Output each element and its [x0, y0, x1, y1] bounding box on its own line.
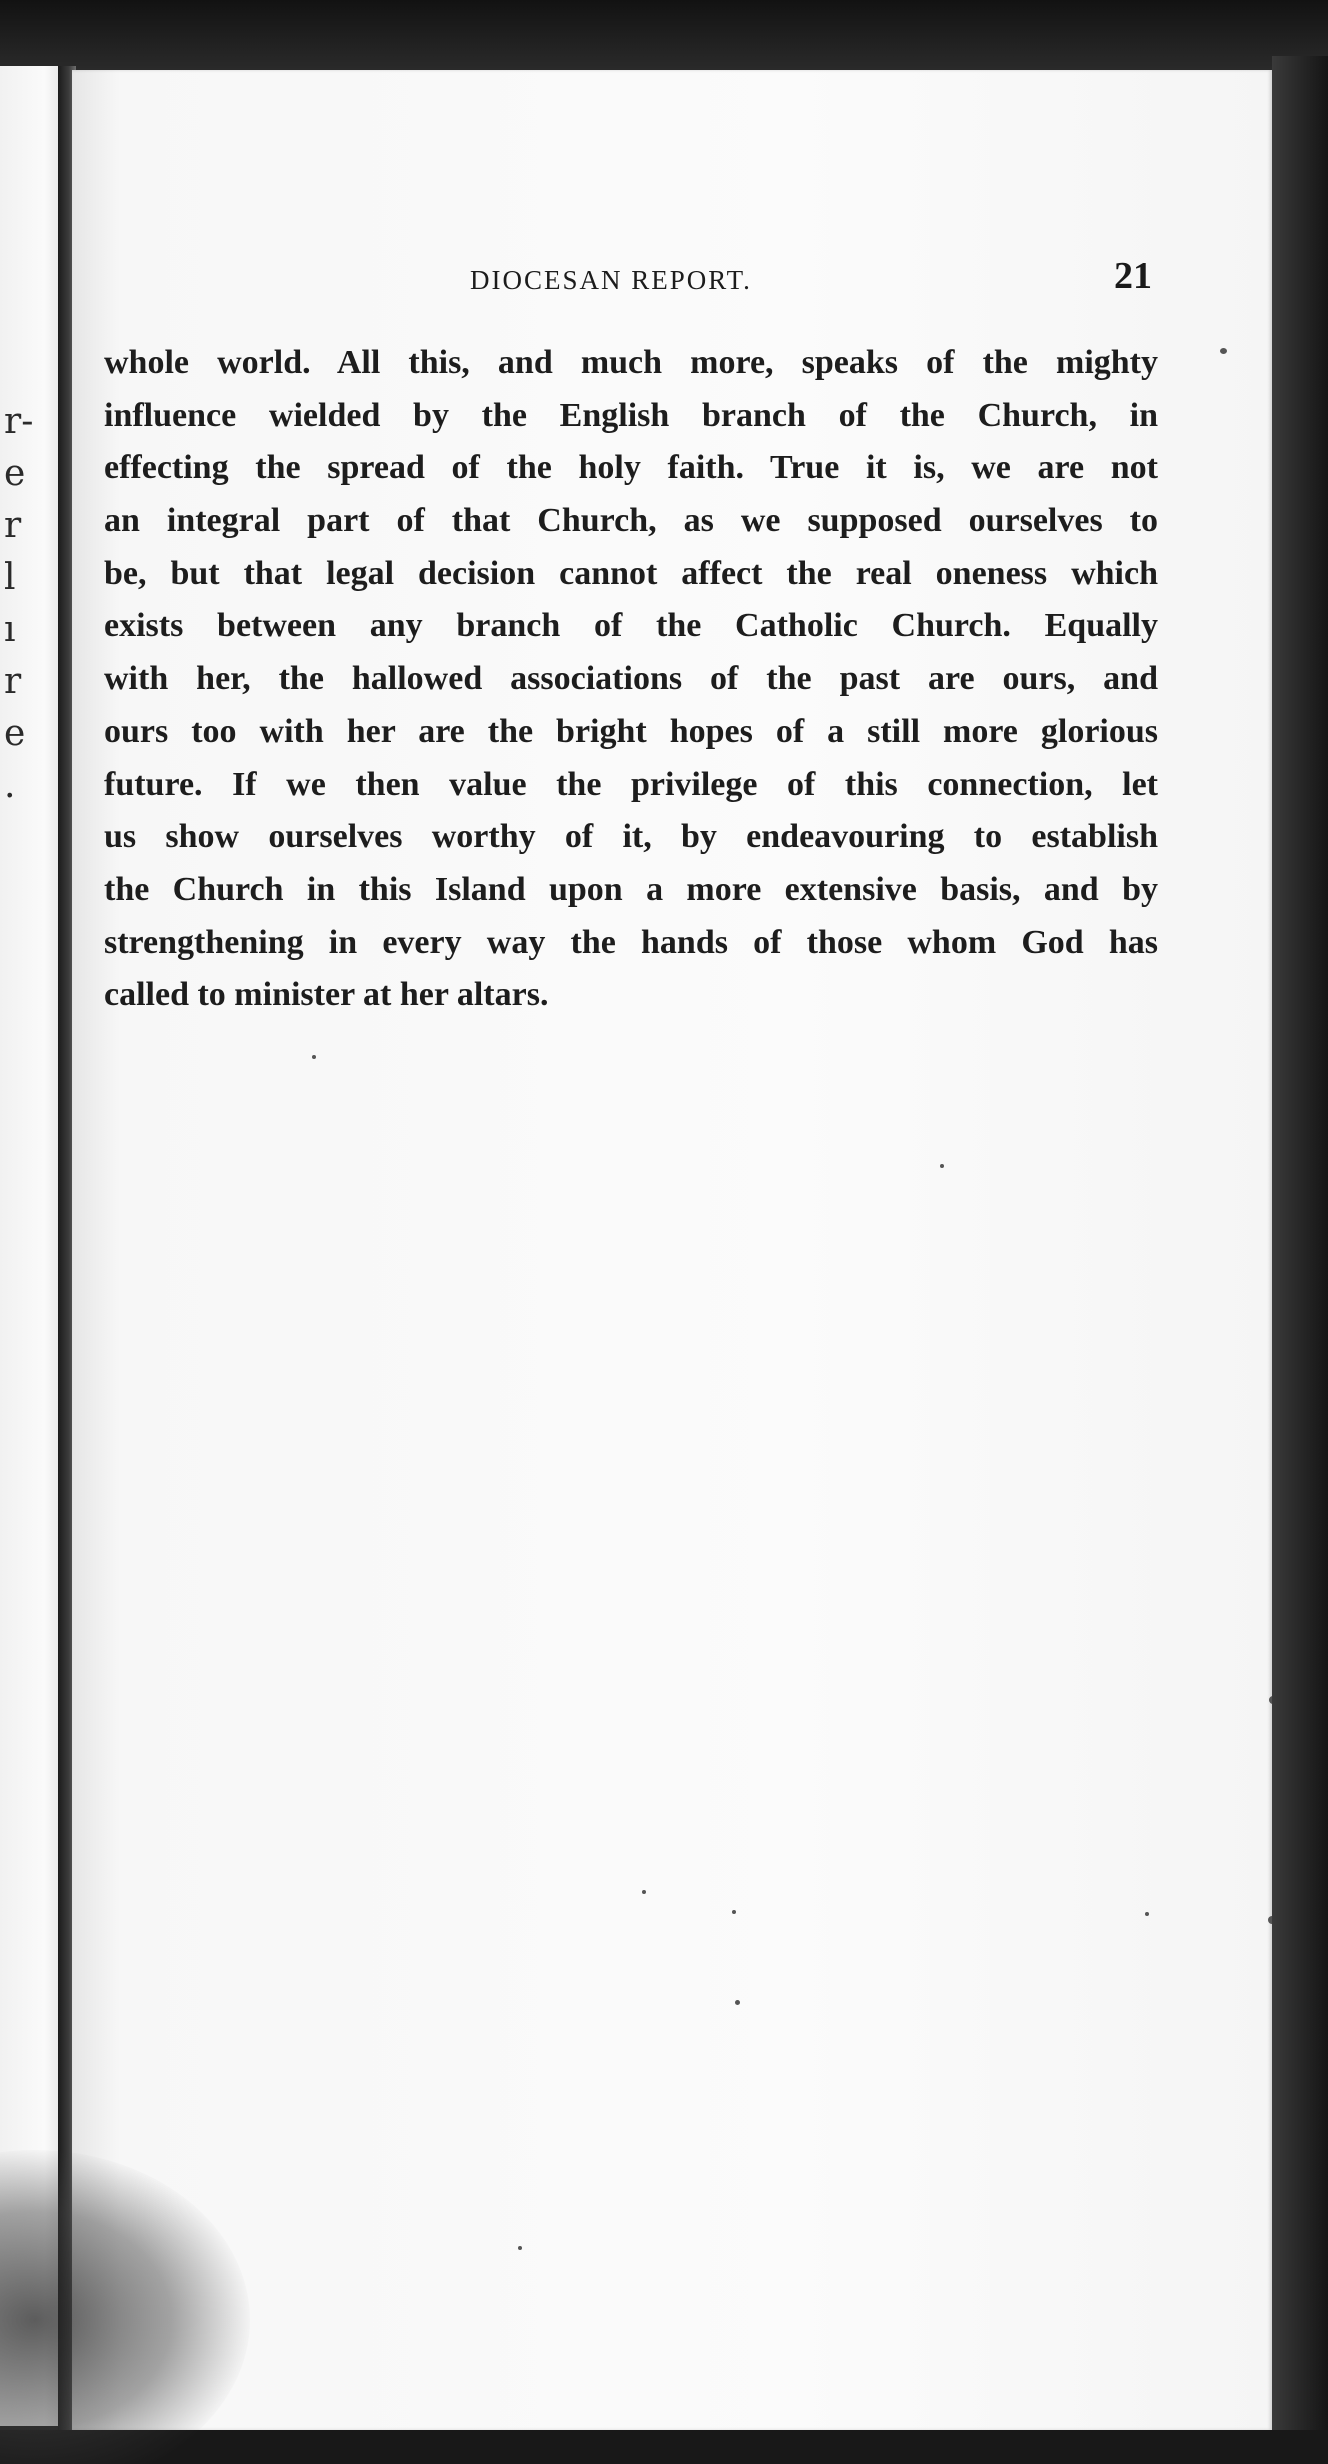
right-border: [1272, 56, 1328, 2464]
fragment: r: [4, 661, 22, 702]
text-line: the Church in this Island upon a more extensive basis, and by: [104, 870, 1158, 908]
text-line: be, but that legal decision cannot affect the real oneness which: [104, 554, 1158, 592]
ink-speck: [735, 2000, 740, 2005]
top-border: [0, 0, 1328, 70]
running-head: DIOCESAN REPORT.: [470, 265, 752, 295]
text-line: influence wielded by the English branch of the Church, in: [104, 396, 1158, 434]
ink-speck: [1145, 1912, 1149, 1916]
fragment: ı: [4, 609, 16, 650]
text-line: effecting the spread of the holy faith. True it is, we are not: [104, 449, 1158, 487]
bottom-border: [0, 2430, 1328, 2464]
text-line: ours too with her are the bright hopes of a still more glorious: [104, 712, 1158, 750]
fragment: e: [4, 453, 26, 494]
fragment: r: [4, 505, 22, 546]
fragment: e: [4, 713, 26, 754]
text-line: exists between any branch of the Catholic Church. Equally: [104, 607, 1158, 645]
ink-speck: [732, 1910, 736, 1914]
text-line: us show ourselves worthy of it, by endeavouring to establish: [104, 818, 1158, 856]
text-line: whole world. All this, and much more, speaks of the mighty: [104, 344, 1158, 381]
text-line: strengthening in every way the hands of those whom God has: [104, 923, 1158, 961]
fragment: .: [4, 765, 16, 806]
text-line: future. If we then value the privilege of this connection, let: [104, 765, 1158, 803]
fragment: l: [4, 557, 16, 598]
fragment: r-: [4, 401, 34, 442]
facing-page-edge: [0, 66, 64, 2426]
ink-speck: [940, 1164, 944, 1168]
facing-page-fragments: [4, 396, 34, 812]
ink-speck: [518, 2246, 522, 2250]
ink-speck: [312, 1055, 316, 1059]
text-line: an integral part of that Church, as we supposed ourselves to: [104, 502, 1158, 540]
ink-speck: [1220, 348, 1227, 354]
body-paragraph: [104, 337, 1158, 1022]
text-line: with her, the hallowed associations of the past are ours, and: [104, 660, 1158, 698]
ink-speck: [642, 1890, 646, 1894]
text-line: called to minister at her altars.: [104, 976, 549, 1014]
page-number: 21: [1114, 255, 1152, 297]
